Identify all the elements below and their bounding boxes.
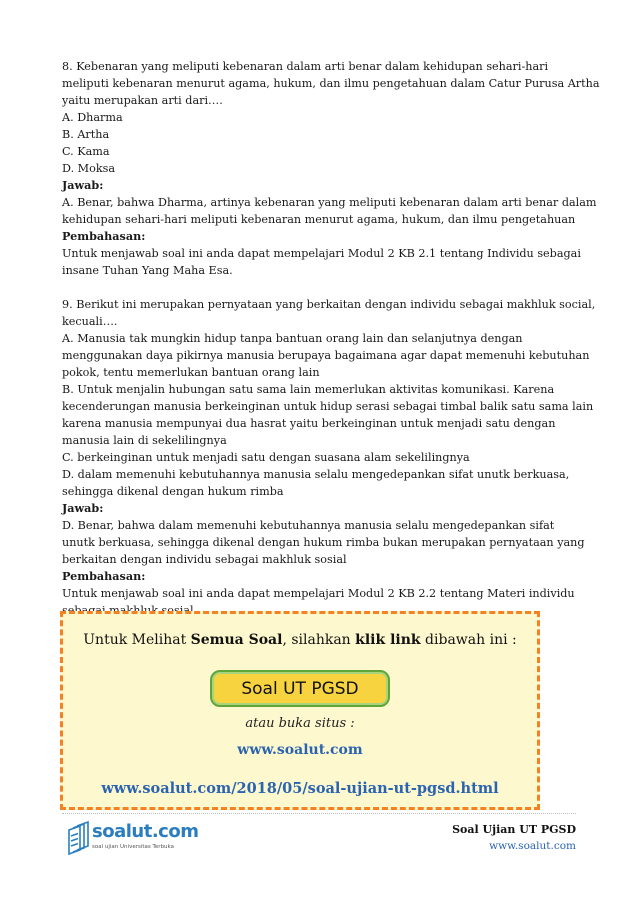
text-line: karena manusia mempunyai dua hasrat yaitu berkeinginan untuk menjadi satu dengan bbox=[62, 417, 556, 430]
text-line: A. Manusia tak mungkin hidup tanpa bantuan orang lain dan selanjutnya dengan bbox=[62, 332, 523, 345]
section-label: Pembahasan: bbox=[62, 229, 146, 243]
text-line: D. dalam memenuhi kebutuhannya manusia selalu mengedepankan sifat unutk berkuasa, bbox=[62, 468, 570, 481]
text-line: C. berkeinginan untuk menjadi satu dengan suasana alam sekelilingnya bbox=[62, 451, 470, 464]
text-line: C. Kama bbox=[62, 145, 110, 158]
document-body bbox=[62, 58, 600, 619]
promo-box bbox=[60, 611, 540, 810]
logo-wordmark: soalut.com bbox=[92, 821, 199, 842]
books-icon bbox=[66, 820, 92, 856]
footer-title: Soal Ujian UT PGSD bbox=[452, 823, 576, 836]
promo-text-bold: klik link bbox=[355, 632, 421, 648]
text-line: sehingga dikenal dengan hukum rimba bbox=[62, 485, 284, 498]
soal-ut-pgsd-button[interactable]: Soal UT PGSD bbox=[210, 670, 390, 707]
footer-site-link[interactable]: www.soalut.com bbox=[489, 840, 576, 852]
text-line: insane Tuhan Yang Maha Esa. bbox=[62, 264, 233, 277]
section-label: Jawab: bbox=[62, 178, 104, 192]
soalut-logo bbox=[66, 820, 199, 858]
section-label: Jawab: bbox=[62, 501, 104, 515]
promo-instruction bbox=[63, 632, 537, 648]
text-line: B. Untuk menjalin hubungan satu sama lain memerlukan aktivitas komunikasi. Karena bbox=[62, 383, 555, 396]
promo-text-part: Untuk Melihat bbox=[83, 632, 191, 648]
text-line: kehidupan sehari-hari meliputi kebenaran menurut agama, hukum, dan ilmu pengetahuan bbox=[62, 213, 576, 226]
text-line: A. Dharma bbox=[62, 111, 123, 124]
text-line: manusia lain di sekelilingnya bbox=[62, 434, 227, 447]
text-line: unutk berkuasa, sehingga dikenal dengan hukum rimba bukan merupakan pernyataan yang bbox=[62, 536, 585, 549]
article-link[interactable]: www.soalut.com/2018/05/soal-ujian-ut-pgsd.html bbox=[101, 780, 499, 797]
footer-divider bbox=[62, 813, 576, 814]
text-line: pokok, tentu memerlukan bantuan orang lain bbox=[62, 366, 320, 379]
text-line: D. Benar, bahwa dalam memenuhi kebutuhannya manusia selalu mengedepankan sifat bbox=[62, 519, 555, 532]
text-line: B. Artha bbox=[62, 128, 110, 141]
text-line: meliputi kebenaran menurut agama, hukum, dan ilmu pengetahuan dalam Catur Purusa Artha bbox=[62, 77, 600, 90]
text-line: Untuk menjawab soal ini anda dapat mempelajari Modul 2 KB 2.1 tentang Individu sebagai bbox=[62, 247, 581, 260]
promo-text-bold: Semua Soal bbox=[190, 632, 283, 648]
promo-text-part: dibawah ini : bbox=[420, 632, 517, 648]
text-line: D. Moksa bbox=[62, 162, 116, 175]
text-line: kecenderungan manusia berkeinginan untuk hidup serasi sebagai timbal balik satu sama lain bbox=[62, 400, 594, 413]
section-label: Pembahasan: bbox=[62, 569, 146, 583]
text-line: berkaitan dengan individu sebagai makhluk sosial bbox=[62, 553, 347, 566]
text-line: kecuali…. bbox=[62, 315, 118, 328]
text-line: A. Benar, bahwa Dharma, artinya kebenaran yang meliputi kebenaran dalam arti benar dalam bbox=[62, 196, 597, 209]
logo-tagline: soal ujian Universitas Terbuka bbox=[92, 844, 175, 850]
promo-text-part: , silahkan bbox=[282, 632, 356, 648]
text-line: 9. Berikut ini merupakan pernyataan yang berkaitan dengan individu sebagai makhluk social, bbox=[62, 298, 596, 311]
promo-alt-text: atau buka situs : bbox=[245, 716, 355, 731]
text-line: menggunakan daya pikirnya manusia berupaya bagaimana agar dapat memenuhi kebutuhan bbox=[62, 349, 590, 362]
text-line: yaitu merupakan arti dari…. bbox=[62, 94, 223, 107]
text-line: 8. Kebenaran yang meliputi kebenaran dalam arti benar dalam kehidupan sehari-hari bbox=[62, 60, 549, 73]
text-line bbox=[62, 279, 582, 296]
text-line: Untuk menjawab soal ini anda dapat mempelajari Modul 2 KB 2.2 tentang Materi individu bbox=[62, 587, 575, 600]
site-link[interactable]: www.soalut.com bbox=[237, 742, 363, 758]
